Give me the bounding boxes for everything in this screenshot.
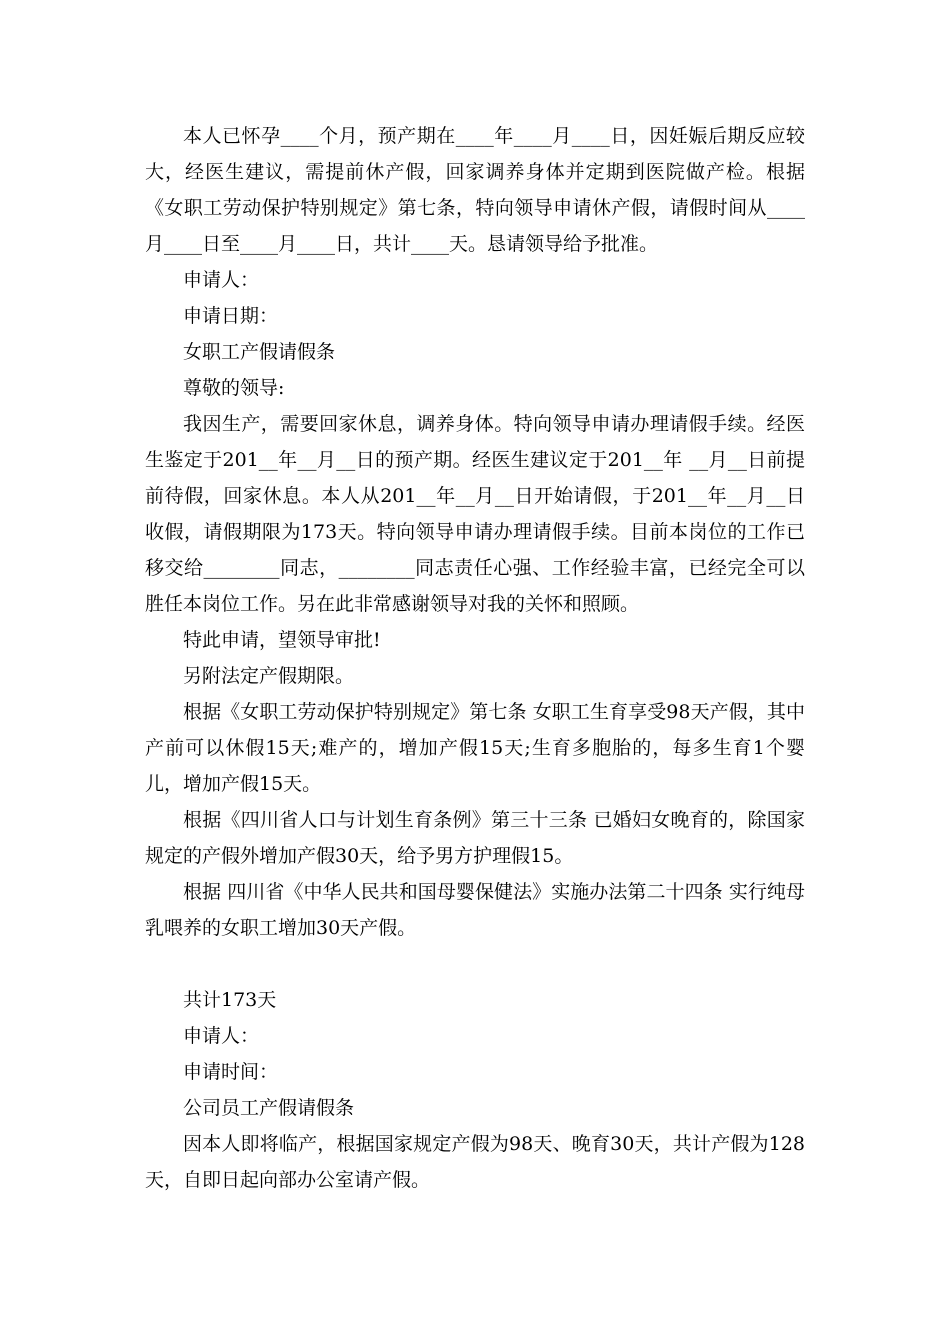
application-time-label: 申请时间：: [183, 1061, 279, 1083]
paragraph-leave-details: 我因生产，需要回家休息，调养身体。特向领导申请办理请假手续。经医生鉴定于201__年__月__日的预产期。经医生建议定于201__年 __月__日前提前待假，回家休息。本人从201__年__月__日开始请假，于201__年__月__日收假，请假期限为173天。特向领导申请办理请假手续。目前本岗位的工作已移交给________同志，________同志责任心强、工作经验丰富，已经完全可以胜任本岗位工作。另在此非常感谢领导对我的关怀和照顾。: [145, 413, 805, 615]
paragraph-company-leave: 因本人即将临产，根据国家规定产假为98天、晚育30天，共计产假为128天，自即日起向部办公室请产假。: [145, 1133, 805, 1191]
section-title-company-leave: 公司员工产假请假条: [183, 1097, 355, 1119]
applicant-label: 申请人：: [183, 269, 260, 291]
application-date-label: 申请日期：: [183, 305, 279, 327]
blank-line: [145, 946, 805, 982]
regulation-article-7: 根据《女职工劳动保护特别规定》第七条 女职工生育享受98天产假，其中产前可以休假15天;难产的，增加产假15天;生育多胞胎的，每多生育1个婴儿，增加产假15天。: [145, 701, 805, 795]
closing-request: 特此申请，望领导审批!: [183, 629, 381, 651]
appendix-note: 另附法定产假期限。: [183, 665, 355, 687]
document-body: [145, 118, 805, 1198]
paragraph-maternity-request: 本人已怀孕____个月，预产期在____年____月____日，因妊娠后期反应较大，经医生建议，需提前休产假，回家调养身体并定期到医院做产检。根据《女职工劳动保护特别规定》第七条，特向领导申请休产假，请假时间从____月____日至____月____日，共计____天。恳请领导给予批准。: [145, 125, 805, 255]
section-title-female-staff-leave: 女职工产假请假条: [183, 341, 336, 363]
total-days: 共计173天: [183, 989, 277, 1011]
salutation: 尊敬的领导:: [183, 377, 285, 399]
regulation-sichuan-33: 根据《四川省人口与计划生育条例》第三十三条 已婚妇女晚育的，除国家规定的产假外增加产假30天，给予男方护理假15。: [145, 809, 805, 867]
applicant-label-2: 申请人：: [183, 1025, 260, 1047]
regulation-sichuan-24: 根据 四川省《中华人民共和国母婴保健法》实施办法第二十四条 实行纯母乳喂养的女职工增加30天产假。: [145, 881, 805, 939]
